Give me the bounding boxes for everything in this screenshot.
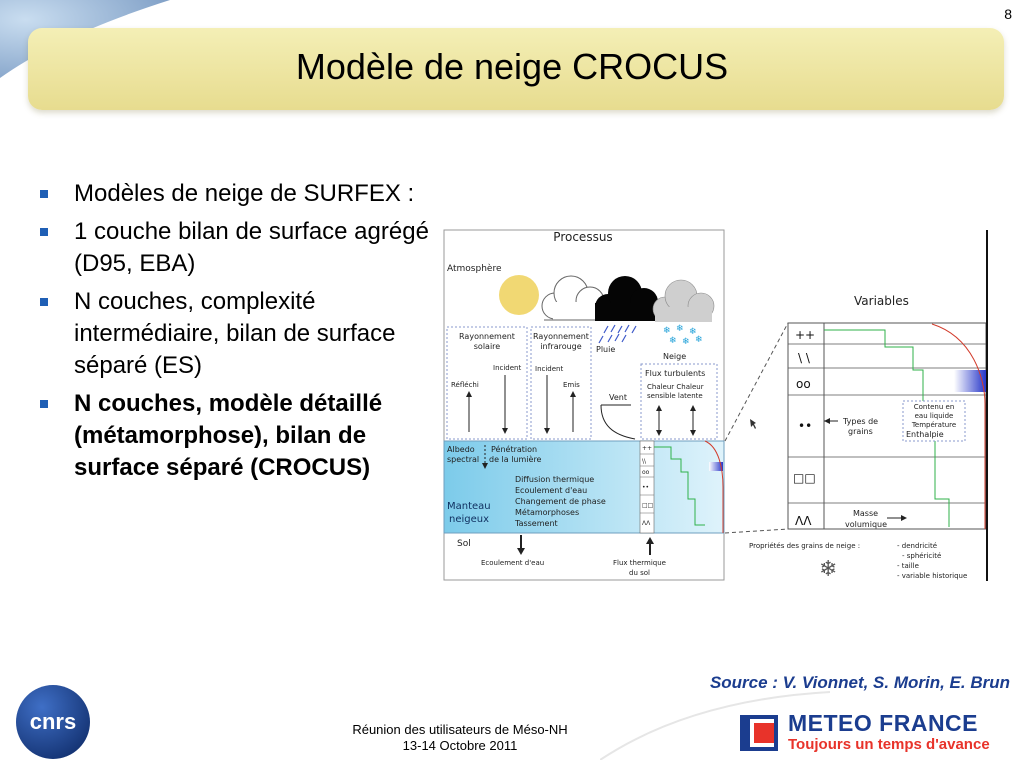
svg-text:Propriétés des grains de neige: Propriétés des grains de neige : [749, 542, 861, 550]
sun-icon [499, 275, 539, 315]
svg-text:Tassement: Tassement [515, 519, 558, 528]
svg-text:cnrs: cnrs [29, 709, 77, 734]
liquid-water-bar [954, 370, 986, 392]
atmosphere-label: Atmosphère [447, 264, 502, 274]
svg-text:du sol: du sol [629, 569, 650, 577]
svg-text:Manteau: Manteau [447, 501, 491, 512]
svg-text:❄: ❄ [682, 337, 690, 347]
svg-text:neigeux: neigeux [449, 514, 490, 525]
meteo-france-slogan: Toujours un temps d'avance [788, 736, 990, 753]
zoom-line-top [725, 323, 788, 441]
svg-text:Métamorphoses: Métamorphoses [515, 508, 580, 517]
source-credit: Source : V. Vionnet, S. Morin, E. Brun [709, 673, 1010, 692]
svg-text:Changement de phase: Changement de phase [515, 497, 606, 506]
reflechi-label: Réfléchi [451, 381, 479, 389]
svg-text:••: •• [798, 419, 813, 433]
pluie-label: Pluie [596, 345, 616, 354]
svg-text:Ecoulement d'eau: Ecoulement d'eau [481, 559, 545, 567]
svg-text:Température: Température [911, 421, 957, 429]
svg-text:oo: oo [796, 377, 811, 391]
svg-text:Flux turbulents: Flux turbulents [645, 369, 706, 378]
zoom-line-bottom [725, 529, 788, 533]
svg-text:ΛΛ: ΛΛ [642, 520, 651, 527]
cursor-icon [750, 419, 756, 429]
svg-text:Incident: Incident [535, 365, 564, 373]
svg-text:Chaleur Chaleur: Chaleur Chaleur [647, 383, 704, 391]
bullet-item: N couches, complexité intermédiaire, bilan de surface séparé (ES) [34, 286, 429, 382]
svg-text:□□: □□ [793, 471, 816, 485]
cnrs-logo [14, 683, 92, 761]
emis-label: Emis [563, 381, 580, 389]
svg-text:❄: ❄ [669, 336, 677, 346]
svg-text:\\: \\ [642, 458, 647, 465]
bullet-square-icon [40, 228, 48, 236]
svg-text:❄: ❄ [689, 327, 697, 337]
processus-heading: Processus [553, 230, 613, 244]
svg-text:eau liquide: eau liquide [914, 412, 954, 420]
svg-text:Ecoulement d'eau: Ecoulement d'eau [515, 486, 588, 495]
svg-text:Masse: Masse [853, 509, 879, 518]
svg-text:++: ++ [642, 445, 653, 452]
svg-text:- variable historique: - variable historique [897, 572, 968, 580]
svg-text:Enthalpie: Enthalpie [906, 430, 944, 439]
sol-label: Sol [457, 539, 471, 549]
svg-text:Rayonnement: Rayonnement [459, 332, 515, 341]
bullet-square-icon [40, 190, 48, 198]
svg-text:ΛΛ: ΛΛ [795, 514, 812, 528]
footer-line-2: 13-14 Octobre 2011 [402, 738, 518, 753]
svg-text:Types de: Types de [843, 417, 879, 426]
svg-text:- sphéricité: - sphéricité [902, 552, 942, 560]
bullet-item: 1 couche bilan de surface agrégé (D95, EBA) [34, 216, 429, 280]
svg-text:sensible latente: sensible latente [647, 392, 703, 400]
meteo-france-logo [740, 709, 1010, 757]
svg-text:spectral: spectral [447, 455, 480, 464]
svg-text:Contenu en: Contenu en [913, 403, 955, 411]
slide-title: Modèle de neige CROCUS [295, 46, 729, 87]
meteo-france-title: METEO FRANCE [788, 710, 978, 736]
snow-crystal-icon: ❄ [819, 557, 838, 581]
bullet-square-icon [40, 400, 48, 408]
svg-text:Rayonnement: Rayonnement [533, 332, 589, 341]
svg-text:oo: oo [642, 469, 650, 476]
svg-text:de la lumière: de la lumière [489, 455, 542, 464]
svg-text:••: •• [642, 484, 650, 491]
meteo-france-emblem-icon [740, 713, 780, 753]
svg-text:Albedo: Albedo [447, 445, 475, 454]
bullet-item: N couches, modèle détaillé (métamorphose), bilan de surface séparé (CROCUS) [34, 388, 429, 484]
bullet-square-icon [40, 298, 48, 306]
svg-text:solaire: solaire [473, 342, 501, 351]
bullet-list [34, 178, 429, 490]
svg-text:Pénétration: Pénétration [491, 445, 538, 454]
svg-text:- taille: - taille [897, 562, 919, 570]
svg-text:\ \: \ \ [798, 351, 810, 365]
svg-text:- dendricité: - dendricité [897, 542, 938, 550]
bullet-item: Modèles de neige de SURFEX : [34, 178, 429, 210]
svg-text:❄: ❄ [676, 324, 684, 334]
svg-text:Flux thermique: Flux thermique [613, 559, 666, 567]
svg-text:infrarouge: infrarouge [540, 342, 582, 351]
svg-text:volumique: volumique [845, 520, 888, 529]
svg-text:++: ++ [795, 328, 816, 342]
svg-text:Diffusion thermique: Diffusion thermique [515, 475, 595, 484]
svg-text:❄: ❄ [695, 335, 703, 345]
page-number: 8 [1004, 6, 1012, 22]
crocus-diagram [443, 229, 989, 581]
footer-text [300, 722, 620, 754]
vent-label: Vent [609, 393, 627, 402]
footer-line-1: Réunion des utilisateurs de Méso-NH [352, 722, 568, 737]
svg-text:❄: ❄ [663, 326, 671, 336]
incident-label: Incident [493, 364, 522, 372]
neige-label: Neige [663, 352, 687, 361]
svg-text:□□: □□ [642, 502, 654, 509]
variables-heading: Variables [854, 294, 909, 308]
svg-text:grains: grains [848, 427, 873, 436]
